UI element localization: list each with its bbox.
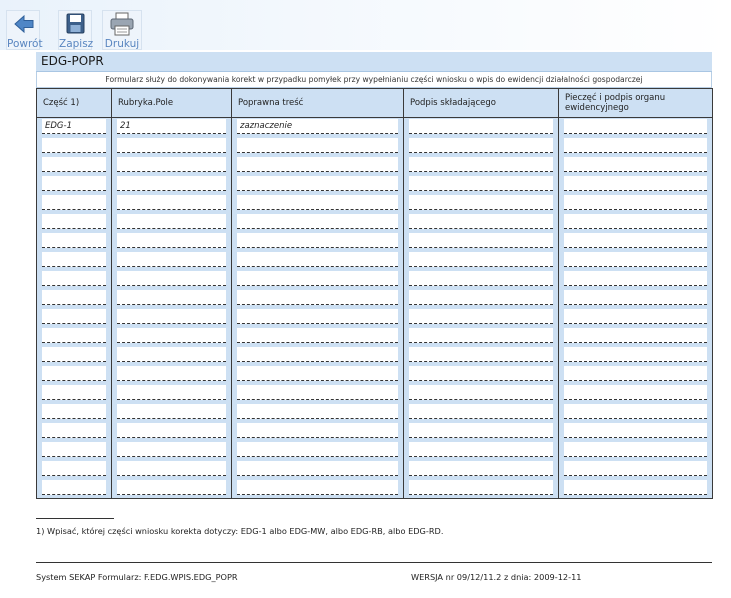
submitter-signature-input[interactable]	[409, 328, 553, 343]
table-cell	[112, 289, 232, 308]
field-input[interactable]	[117, 328, 226, 343]
table-cell	[112, 118, 232, 138]
correct-content-input[interactable]	[237, 328, 398, 343]
table-cell	[37, 213, 112, 232]
submitter-signature-input[interactable]	[409, 214, 553, 229]
part-input[interactable]: EDG-1	[42, 119, 106, 134]
part-input[interactable]	[42, 328, 106, 343]
correct-content-input[interactable]	[237, 252, 398, 267]
table-cell	[232, 308, 404, 327]
footnote: 1) Wpisać, której części wniosku korekta dotyczy: EDG-1 albo EDG-MW, albo EDG-RB, albo EDG-RD.	[36, 526, 444, 536]
correct-content-input[interactable]	[237, 309, 398, 324]
table-row	[37, 308, 713, 327]
table-row	[37, 327, 713, 346]
submitter-signature-input[interactable]	[409, 157, 553, 172]
footer-system-form-id: System SEKAP Formularz: F.EDG.WPIS.EDG_POPR	[36, 572, 238, 582]
part-input[interactable]	[42, 423, 106, 438]
table-cell	[112, 137, 232, 156]
table-cell	[559, 308, 713, 327]
column-header-part: Część 1)	[37, 89, 112, 118]
correct-content-input[interactable]	[237, 404, 398, 419]
table-cell	[112, 327, 232, 346]
table-cell	[559, 441, 713, 460]
table-cell	[404, 384, 559, 403]
field-input[interactable]	[117, 233, 226, 248]
back-button[interactable]	[6, 10, 43, 50]
table-cell	[232, 232, 404, 251]
table-cell	[112, 194, 232, 213]
table-cell	[559, 213, 713, 232]
correct-content-input[interactable]	[237, 195, 398, 210]
table-row	[37, 137, 713, 156]
authority-stamp-input[interactable]	[564, 214, 707, 229]
footnote-divider	[36, 518, 114, 519]
correct-content-input[interactable]	[237, 176, 398, 191]
table-cell	[559, 137, 713, 156]
table-cell	[404, 156, 559, 175]
table-row	[37, 479, 713, 499]
table-cell	[404, 270, 559, 289]
table-cell	[37, 251, 112, 270]
table-cell	[559, 422, 713, 441]
authority-stamp-input[interactable]	[564, 176, 707, 191]
submitter-signature-input[interactable]	[409, 271, 553, 286]
correct-content-input[interactable]	[237, 290, 398, 305]
table-cell	[232, 441, 404, 460]
table-cell	[404, 213, 559, 232]
table-cell	[37, 137, 112, 156]
table-cell	[37, 232, 112, 251]
floppy-disk-icon	[59, 11, 91, 37]
table-cell	[37, 118, 112, 138]
part-input[interactable]	[42, 385, 106, 400]
table-cell	[559, 175, 713, 194]
field-input[interactable]: 21	[117, 119, 226, 134]
table-cell	[404, 137, 559, 156]
table-cell	[559, 327, 713, 346]
table-cell	[112, 346, 232, 365]
authority-stamp-input[interactable]	[564, 366, 707, 381]
part-input[interactable]	[42, 347, 106, 362]
part-input[interactable]	[42, 290, 106, 305]
table-cell	[37, 175, 112, 194]
table-cell	[112, 213, 232, 232]
field-input[interactable]	[117, 404, 226, 419]
table-cell	[559, 156, 713, 175]
table-row	[37, 422, 713, 441]
table-cell	[404, 118, 559, 138]
table-cell	[559, 232, 713, 251]
correct-content-input[interactable]	[237, 366, 398, 381]
table-cell	[404, 422, 559, 441]
part-input[interactable]	[42, 271, 106, 286]
authority-stamp-input[interactable]	[564, 252, 707, 267]
print-label: Drukuj	[104, 38, 140, 50]
authority-stamp-input[interactable]	[564, 157, 707, 172]
table-row	[37, 194, 713, 213]
table-cell	[37, 365, 112, 384]
submitter-signature-input[interactable]	[409, 119, 553, 134]
part-input[interactable]	[42, 157, 106, 172]
form-description: Formularz służy do dokonywania korekt w przypadku pomyłek przy wypełnianiu części wniosku o wpis do ewidencji działalności gospodarczej	[36, 72, 712, 88]
table-cell	[559, 118, 713, 138]
table-row	[37, 384, 713, 403]
table-cell	[232, 213, 404, 232]
back-label: Powrót	[7, 38, 43, 50]
table-cell	[232, 384, 404, 403]
table-cell	[112, 479, 232, 499]
table-row	[37, 460, 713, 479]
save-label: Zapisz	[59, 38, 94, 50]
correct-content-input[interactable]	[237, 138, 398, 153]
table-cell	[37, 441, 112, 460]
table-row	[37, 213, 713, 232]
field-input[interactable]	[117, 366, 226, 381]
submitter-signature-input[interactable]	[409, 461, 553, 476]
table-cell	[559, 403, 713, 422]
table-cell	[404, 403, 559, 422]
submitter-signature-input[interactable]	[409, 347, 553, 362]
table-cell	[232, 251, 404, 270]
save-button[interactable]	[58, 10, 92, 50]
field-input[interactable]	[117, 423, 226, 438]
submitter-signature-input[interactable]	[409, 366, 553, 381]
correct-content-input[interactable]	[237, 233, 398, 248]
table-cell	[112, 251, 232, 270]
table-cell	[559, 365, 713, 384]
form-title: EDG-POPR	[36, 52, 712, 72]
table-cell	[559, 346, 713, 365]
print-button[interactable]	[102, 10, 142, 50]
authority-stamp-input[interactable]	[564, 347, 707, 362]
column-header-submitter-signature: Podpis składającego	[404, 89, 559, 118]
table-cell	[404, 441, 559, 460]
authority-stamp-input[interactable]	[564, 233, 707, 248]
field-input[interactable]	[117, 309, 226, 324]
table-cell	[232, 118, 404, 138]
table-cell	[559, 194, 713, 213]
table-cell	[404, 289, 559, 308]
submitter-signature-input[interactable]	[409, 404, 553, 419]
table-cell	[37, 346, 112, 365]
part-input[interactable]	[42, 404, 106, 419]
field-input[interactable]	[117, 385, 226, 400]
table-row	[37, 289, 713, 308]
table-row	[37, 270, 713, 289]
table-cell	[232, 365, 404, 384]
table-cell	[37, 289, 112, 308]
submitter-signature-input[interactable]	[409, 233, 553, 248]
table-row	[37, 156, 713, 175]
part-input[interactable]	[42, 233, 106, 248]
correct-content-input[interactable]	[237, 385, 398, 400]
field-input[interactable]	[117, 138, 226, 153]
field-input[interactable]	[117, 442, 226, 457]
table-cell	[232, 460, 404, 479]
field-input[interactable]	[117, 214, 226, 229]
table-cell	[37, 422, 112, 441]
table-cell	[404, 175, 559, 194]
part-input[interactable]	[42, 442, 106, 457]
table-row	[37, 403, 713, 422]
table-cell	[232, 403, 404, 422]
table-cell	[37, 156, 112, 175]
table-header-row	[37, 89, 713, 118]
correct-content-input[interactable]	[237, 271, 398, 286]
table-cell	[112, 365, 232, 384]
authority-stamp-input[interactable]	[564, 385, 707, 400]
table-cell	[112, 308, 232, 327]
table-cell	[559, 384, 713, 403]
table-cell	[112, 441, 232, 460]
table-cell	[112, 270, 232, 289]
authority-stamp-input[interactable]	[564, 328, 707, 343]
table-cell	[404, 365, 559, 384]
table-cell	[112, 460, 232, 479]
correct-content-input[interactable]	[237, 461, 398, 476]
table-cell	[404, 251, 559, 270]
table-cell	[232, 346, 404, 365]
table-cell	[112, 403, 232, 422]
authority-stamp-input[interactable]	[564, 480, 707, 495]
footer-version: WERSJA nr 09/12/11.2 z dnia: 2009-12-11	[411, 572, 582, 582]
correction-form	[36, 52, 712, 499]
submitter-signature-input[interactable]	[409, 442, 553, 457]
table-cell	[112, 384, 232, 403]
correct-content-input[interactable]	[237, 157, 398, 172]
submitter-signature-input[interactable]	[409, 195, 553, 210]
field-input[interactable]	[117, 195, 226, 210]
field-input[interactable]	[117, 176, 226, 191]
table-cell	[404, 346, 559, 365]
submitter-signature-input[interactable]	[409, 480, 553, 495]
table-cell	[232, 289, 404, 308]
authority-stamp-input[interactable]	[564, 461, 707, 476]
column-header-authority-stamp: Pieczęć i podpis organu ewidencyjnego	[559, 89, 713, 118]
table-cell	[404, 308, 559, 327]
table-cell	[232, 422, 404, 441]
authority-stamp-input[interactable]	[564, 119, 707, 134]
field-input[interactable]	[117, 271, 226, 286]
table-row	[37, 346, 713, 365]
table-cell	[404, 460, 559, 479]
part-input[interactable]	[42, 138, 106, 153]
authority-stamp-input[interactable]	[564, 423, 707, 438]
table-cell	[37, 270, 112, 289]
table-cell	[37, 384, 112, 403]
table-cell	[232, 270, 404, 289]
correct-content-input[interactable]	[237, 347, 398, 362]
toolbar	[0, 0, 731, 50]
table-cell	[37, 460, 112, 479]
table-row	[37, 365, 713, 384]
column-header-field: Rubryka.Pole	[112, 89, 232, 118]
corrections-table	[36, 88, 713, 499]
table-cell	[404, 327, 559, 346]
table-cell	[559, 460, 713, 479]
part-input[interactable]	[42, 309, 106, 324]
table-cell	[37, 308, 112, 327]
table-cell	[404, 232, 559, 251]
correct-content-input[interactable]	[237, 480, 398, 495]
submitter-signature-input[interactable]	[409, 252, 553, 267]
table-row	[37, 232, 713, 251]
table-row	[37, 441, 713, 460]
table-cell	[37, 479, 112, 499]
table-cell	[559, 289, 713, 308]
field-input[interactable]	[117, 347, 226, 362]
authority-stamp-input[interactable]	[564, 138, 707, 153]
table-cell	[232, 156, 404, 175]
table-cell	[559, 479, 713, 499]
table-cell	[232, 479, 404, 499]
part-input[interactable]	[42, 214, 106, 229]
submitter-signature-input[interactable]	[409, 176, 553, 191]
table-cell	[404, 194, 559, 213]
table-cell	[37, 194, 112, 213]
table-row	[37, 251, 713, 270]
table-cell	[559, 270, 713, 289]
table-cell	[37, 327, 112, 346]
field-input[interactable]	[117, 157, 226, 172]
field-input[interactable]	[117, 290, 226, 305]
table-cell	[232, 175, 404, 194]
table-cell	[559, 251, 713, 270]
correct-content-input[interactable]	[237, 423, 398, 438]
table-cell	[112, 175, 232, 194]
part-input[interactable]	[42, 252, 106, 267]
table-cell	[112, 422, 232, 441]
authority-stamp-input[interactable]	[564, 404, 707, 419]
table-cell	[37, 403, 112, 422]
submitter-signature-input[interactable]	[409, 423, 553, 438]
table-cell	[232, 194, 404, 213]
authority-stamp-input[interactable]	[564, 442, 707, 457]
table-cell	[112, 156, 232, 175]
authority-stamp-input[interactable]	[564, 195, 707, 210]
correct-content-input[interactable]	[237, 214, 398, 229]
table-cell	[232, 327, 404, 346]
part-input[interactable]	[42, 195, 106, 210]
authority-stamp-input[interactable]	[564, 290, 707, 305]
authority-stamp-input[interactable]	[564, 309, 707, 324]
part-input[interactable]	[42, 366, 106, 381]
submitter-signature-input[interactable]	[409, 138, 553, 153]
printer-icon	[106, 11, 138, 37]
table-row	[37, 118, 713, 138]
table-row	[37, 175, 713, 194]
table-cell	[112, 232, 232, 251]
submitter-signature-input[interactable]	[409, 290, 553, 305]
field-input[interactable]	[117, 480, 226, 495]
arrow-left-icon	[7, 11, 39, 37]
table-cell	[404, 479, 559, 499]
part-input[interactable]	[42, 461, 106, 476]
correct-content-input[interactable]: zaznaczenie	[237, 119, 398, 134]
submitter-signature-input[interactable]	[409, 309, 553, 324]
part-input[interactable]	[42, 480, 106, 495]
column-header-correct-content: Poprawna treść	[232, 89, 404, 118]
table-cell	[232, 137, 404, 156]
submitter-signature-input[interactable]	[409, 385, 553, 400]
footer-divider	[36, 562, 712, 563]
authority-stamp-input[interactable]	[564, 271, 707, 286]
field-input[interactable]	[117, 252, 226, 267]
correct-content-input[interactable]	[237, 442, 398, 457]
field-input[interactable]	[117, 461, 226, 476]
part-input[interactable]	[42, 176, 106, 191]
